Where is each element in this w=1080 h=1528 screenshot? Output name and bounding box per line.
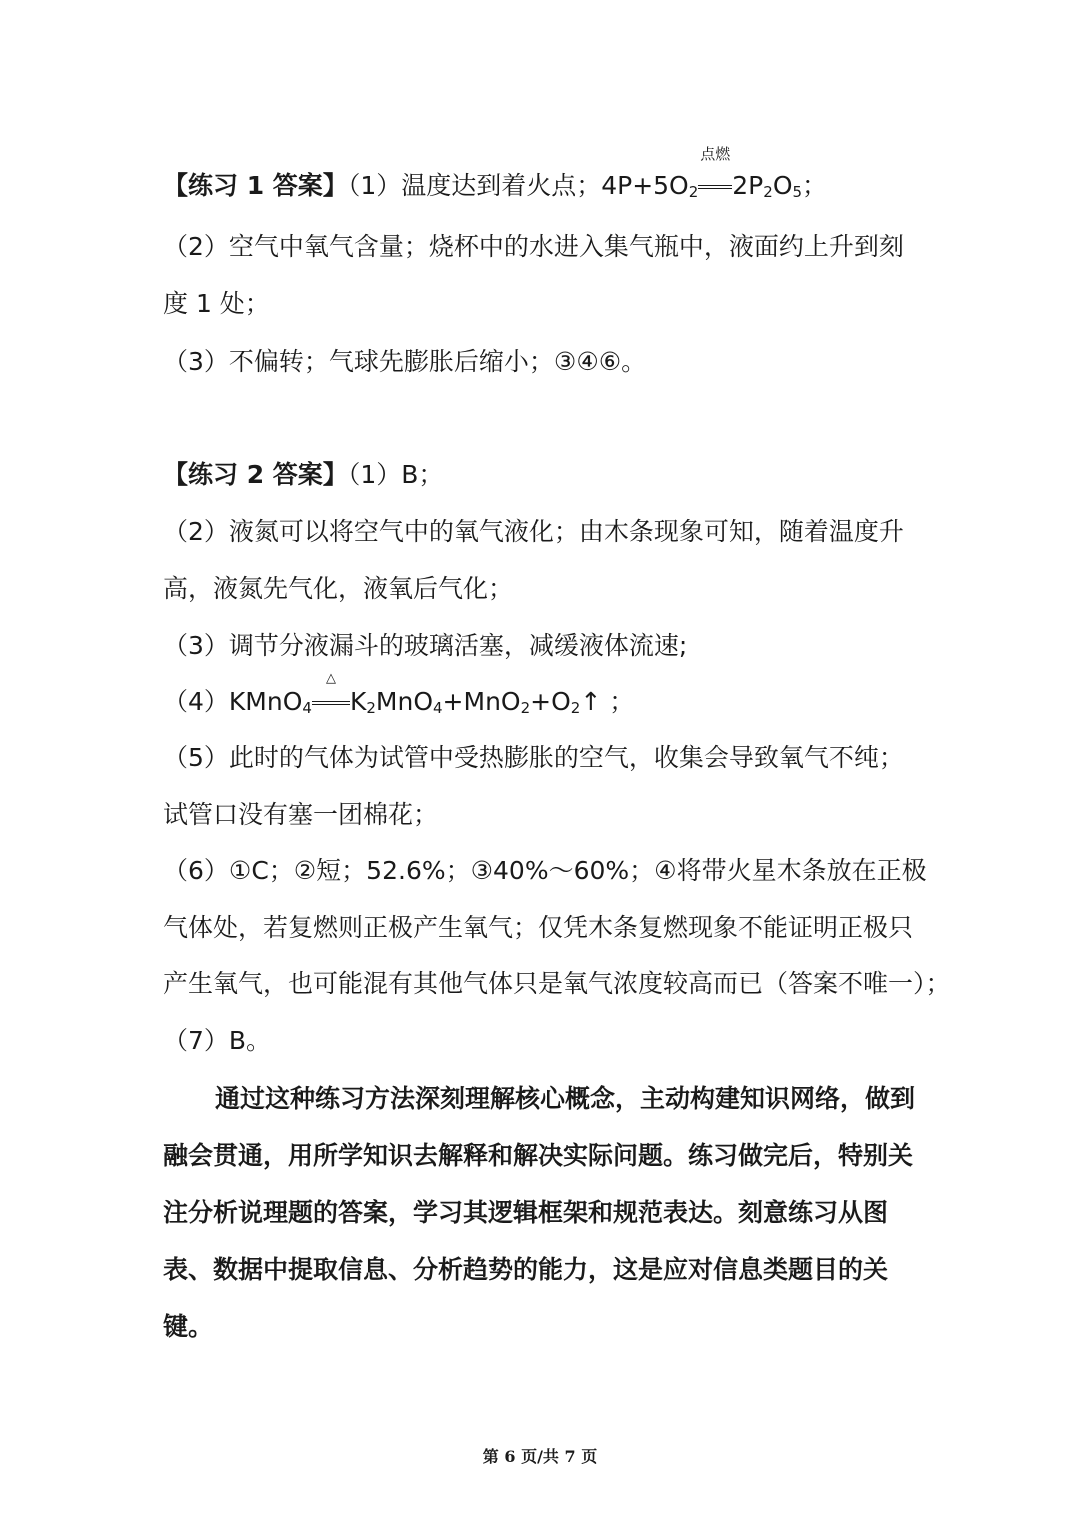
ex1-line-4: （3）不偏转；气球先膨胀后缩小；③④⑥。 xyxy=(163,347,647,376)
subscript: 2 xyxy=(763,183,773,201)
reaction-condition: 点燃 xyxy=(700,145,731,163)
ex2-text: （1）B； xyxy=(347,460,444,489)
ex1-line-1 xyxy=(163,145,953,209)
ex2-line-4: （3）调节分液漏斗的玻璃活塞，减缓液体流速; xyxy=(163,631,688,660)
ex2-line-8: （6）①C；②短；52.6%；③40%～60%；④将带火星木条放在正极 xyxy=(163,856,927,885)
subscript: 4 xyxy=(302,699,312,717)
ex1-text: 2P xyxy=(732,171,764,200)
page-number: 第 6 页/共 7 页 xyxy=(482,1447,598,1466)
ex1-text: （1）温度达到着火点；4P+5O xyxy=(347,171,689,200)
summary-paragraph: 通过这种练习方法深刻理解核心概念，主动构建知识网络，做到融会贯通，用所学知识去解释和解决实际问题。练习做完后，特别关注分析说理题的答案，学习其逻辑框架和规范表达。刻意练习从图表、数据中提取信息、分析趋势的能力，这是应对信息类题目的关键。 xyxy=(163,1084,916,1341)
subscript: 4 xyxy=(433,699,443,717)
ex1-line-2: （2）空气中氧气含量；烧杯中的水进入集气瓶中，液面约上升到刻 xyxy=(163,232,904,261)
ex1-label: 【练习 1 答案】 xyxy=(163,171,348,200)
ex2-line-6: （5）此时的气体为试管中受热膨胀的空气，收集会导致氧气不纯； xyxy=(163,743,904,772)
ex2-line-7: 试管口没有塞一团棉花； xyxy=(163,800,439,829)
ex2-line-9: 气体处，若复燃则正极产生氧气；仅凭木条复燃现象不能证明正极只 xyxy=(163,913,914,942)
ex2-line-2: （2）液氮可以将空气中的氧气液化；由木条现象可知，随着温度升 xyxy=(163,517,904,546)
ex2-line-1 xyxy=(163,458,953,492)
ex1-text: O xyxy=(772,171,793,200)
subscript: 2 xyxy=(520,699,531,717)
ex2-line-11: （7）B。 xyxy=(163,1026,272,1055)
ex2-line-5 xyxy=(163,671,953,725)
reaction-arrow xyxy=(698,145,732,203)
subscript: 2 xyxy=(688,183,699,201)
ex2-text: ↑ ； xyxy=(580,687,635,716)
heat-symbol: △ xyxy=(325,671,336,686)
ex2-text: +MnO xyxy=(442,687,521,716)
subscript: 2 xyxy=(366,699,376,717)
reaction-arrow xyxy=(312,671,350,719)
ex1-text: ； xyxy=(802,171,828,200)
ex1-line-3: 度 1 处； xyxy=(163,289,270,318)
ex2-text: MnO xyxy=(375,687,433,716)
ex2-label: 【练习 2 答案】 xyxy=(163,460,348,489)
subscript: 5 xyxy=(792,183,803,201)
ex2-line-3: 高，液氮先气化，液氧后气化； xyxy=(163,574,514,603)
ex2-text: （4）KMnO xyxy=(163,687,303,716)
ex2-text: K xyxy=(349,687,367,716)
ex2-text: +O xyxy=(530,687,571,716)
subscript: 2 xyxy=(570,699,581,717)
ex2-line-10: 产生氧气，也可能混有其他气体只是氧气浓度较高而已（答案不唯一）； xyxy=(163,969,951,998)
